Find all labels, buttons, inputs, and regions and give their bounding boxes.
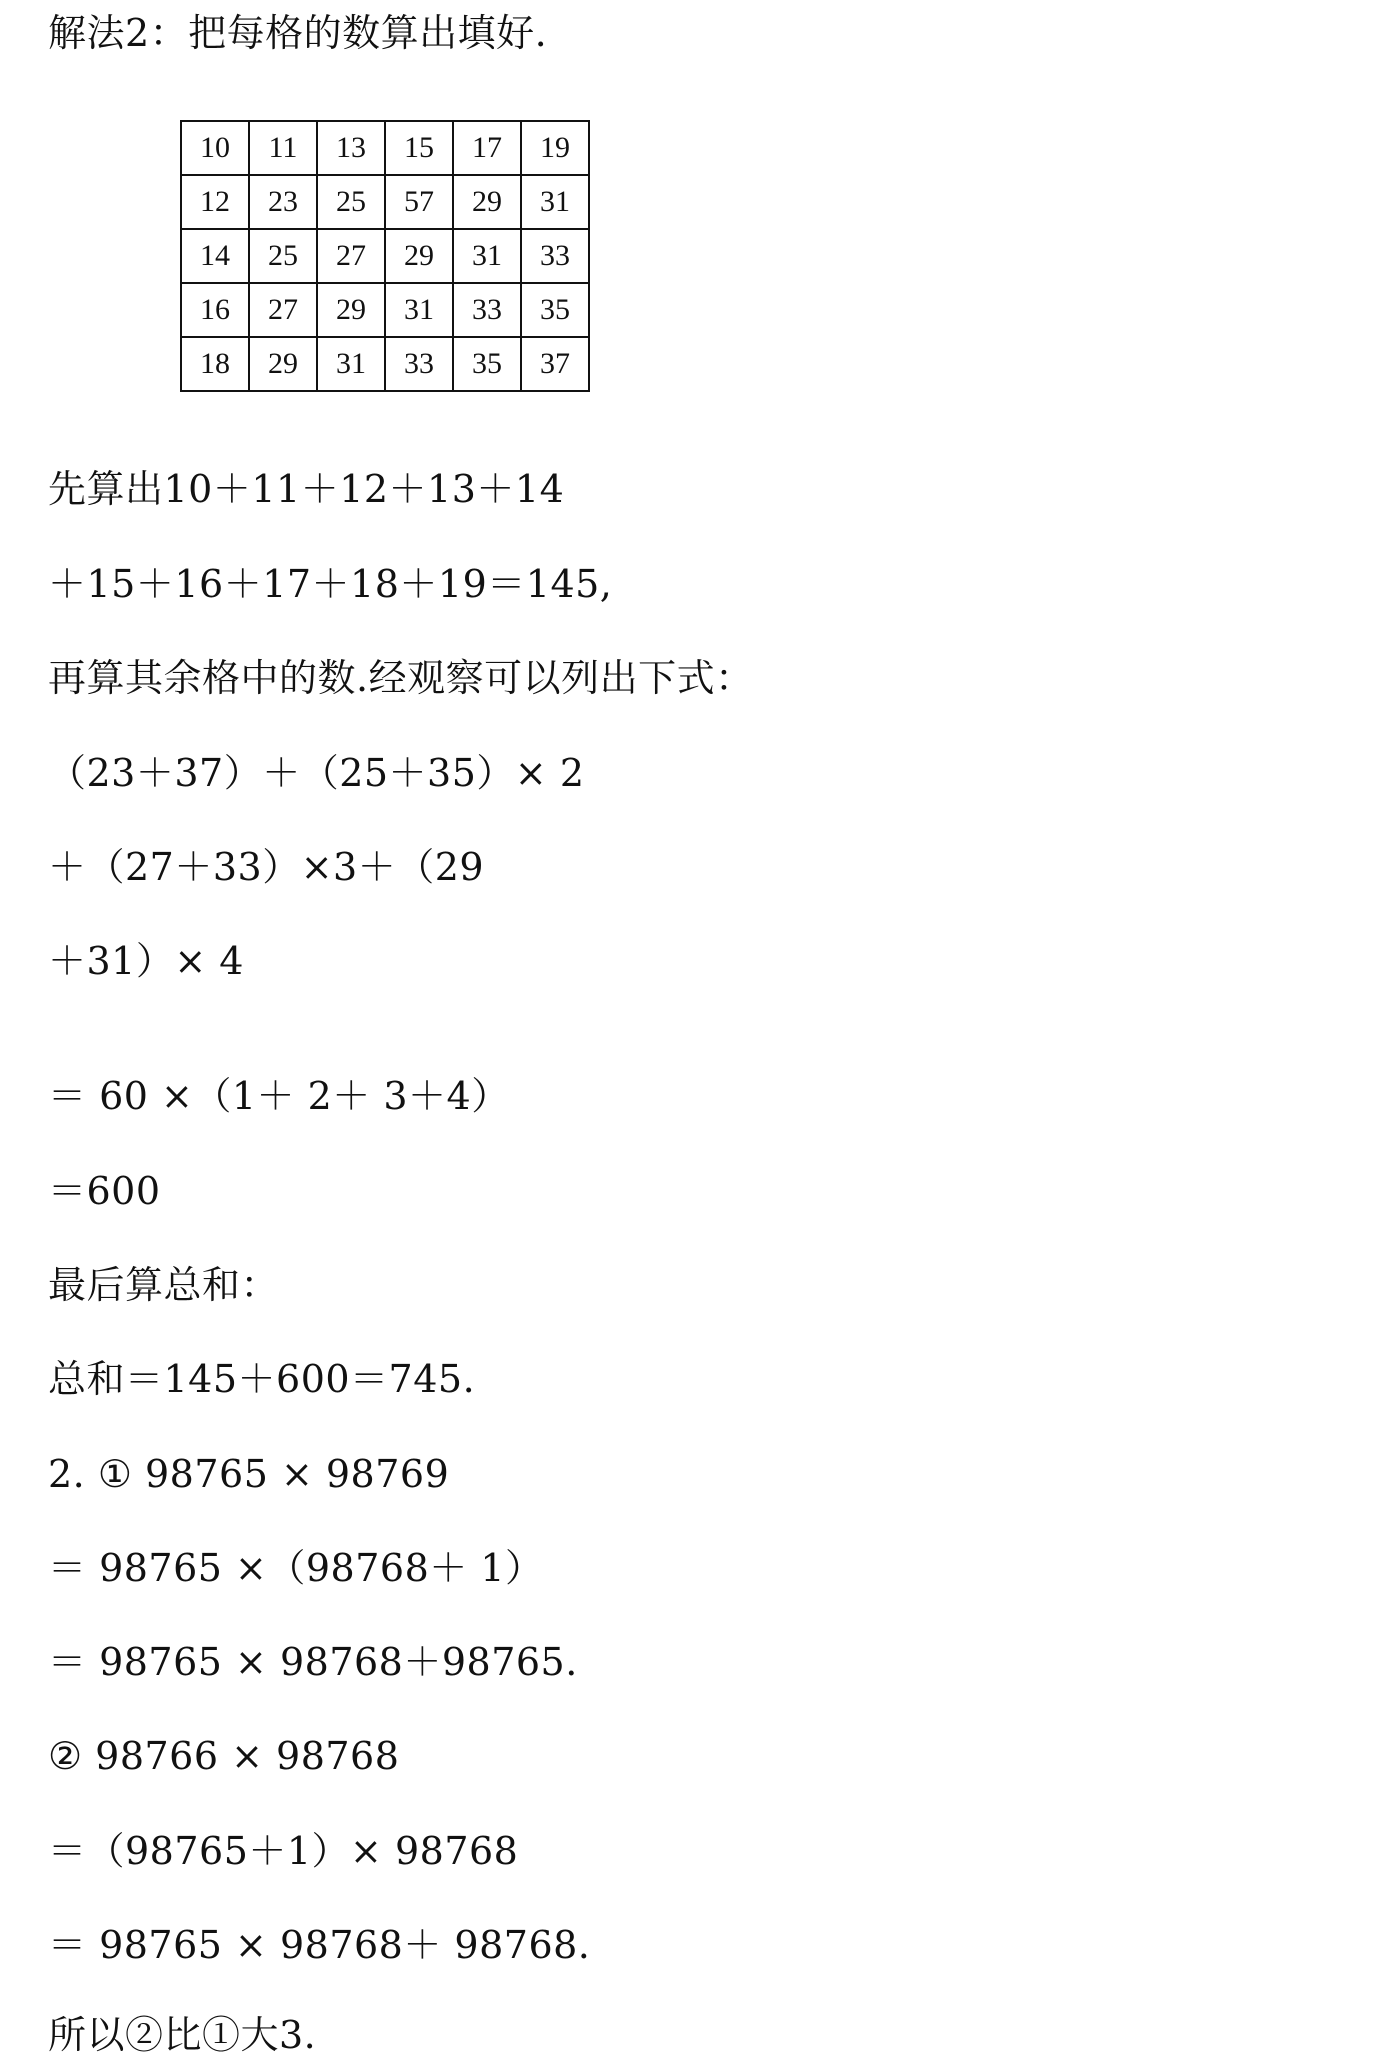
solution-line: ＝ 98765 × 98768＋98765. (48, 1640, 578, 1684)
grid-cell: 33 (385, 337, 453, 391)
grid-cell: 18 (181, 337, 249, 391)
solution-line: 最后算总和： (48, 1263, 280, 1307)
number-grid (180, 120, 590, 392)
solution-line: ＋31）× 4 (48, 939, 244, 983)
grid-cell: 29 (385, 229, 453, 283)
solution-line: ＝ 60 ×（1＋ 2＋ 3＋4） (48, 1074, 510, 1118)
solution-line: 再算其余格中的数.经观察可以列出下式： (48, 656, 754, 700)
grid-row (181, 337, 589, 391)
solution-line: ＝（98765＋1）× 98768 (48, 1829, 519, 1873)
solution-line: ＋15＋16＋17＋18＋19＝145, (48, 562, 613, 606)
grid-cell: 57 (385, 175, 453, 229)
grid-cell: 13 (317, 121, 385, 175)
grid-cell: 23 (249, 175, 317, 229)
grid-cell: 33 (453, 283, 521, 337)
grid-cell: 31 (385, 283, 453, 337)
grid-cell: 29 (249, 337, 317, 391)
solution-line: ② 98766 × 98768 (48, 1734, 400, 1778)
grid-cell: 17 (453, 121, 521, 175)
grid-cell: 35 (521, 283, 589, 337)
solution-line: ＋（27＋33）×3＋（29 (48, 845, 485, 889)
grid-cell: 10 (181, 121, 249, 175)
grid-cell: 11 (249, 121, 317, 175)
grid-cell: 31 (453, 229, 521, 283)
grid-cell: 25 (249, 229, 317, 283)
grid-cell: 12 (181, 175, 249, 229)
solution-line: （23＋37）＋（25＋35）× 2 (48, 751, 585, 795)
grid-cell: 37 (521, 337, 589, 391)
solution-line: 2. ① 98765 × 98769 (48, 1452, 450, 1496)
grid-cell: 27 (317, 229, 385, 283)
solution-line: 总和＝145＋600＝745. (48, 1357, 476, 1401)
solution-line: ＝600 (48, 1169, 161, 1213)
grid-cell: 29 (317, 283, 385, 337)
grid-row (181, 175, 589, 229)
solution-line: ＝ 98765 ×（98768＋ 1） (48, 1546, 544, 1590)
grid-row (181, 121, 589, 175)
grid-cell: 33 (521, 229, 589, 283)
solution-line: ＝ 98765 × 98768＋ 98768. (48, 1923, 591, 1967)
solution-line: 所以②比①大3. (48, 2013, 317, 2057)
grid-cell: 35 (453, 337, 521, 391)
grid-cell: 19 (521, 121, 589, 175)
grid-row (181, 283, 589, 337)
grid-cell: 16 (181, 283, 249, 337)
grid-cell: 25 (317, 175, 385, 229)
grid-cell: 31 (317, 337, 385, 391)
solution-line: 先算出10＋11＋12＋13＋14 (48, 467, 565, 511)
grid-row (181, 229, 589, 283)
solution-heading: 解法2：把每格的数算出填好. (48, 11, 548, 55)
grid-cell: 31 (521, 175, 589, 229)
grid-cell: 14 (181, 229, 249, 283)
grid-cell: 29 (453, 175, 521, 229)
grid-cell: 15 (385, 121, 453, 175)
grid-cell: 27 (249, 283, 317, 337)
